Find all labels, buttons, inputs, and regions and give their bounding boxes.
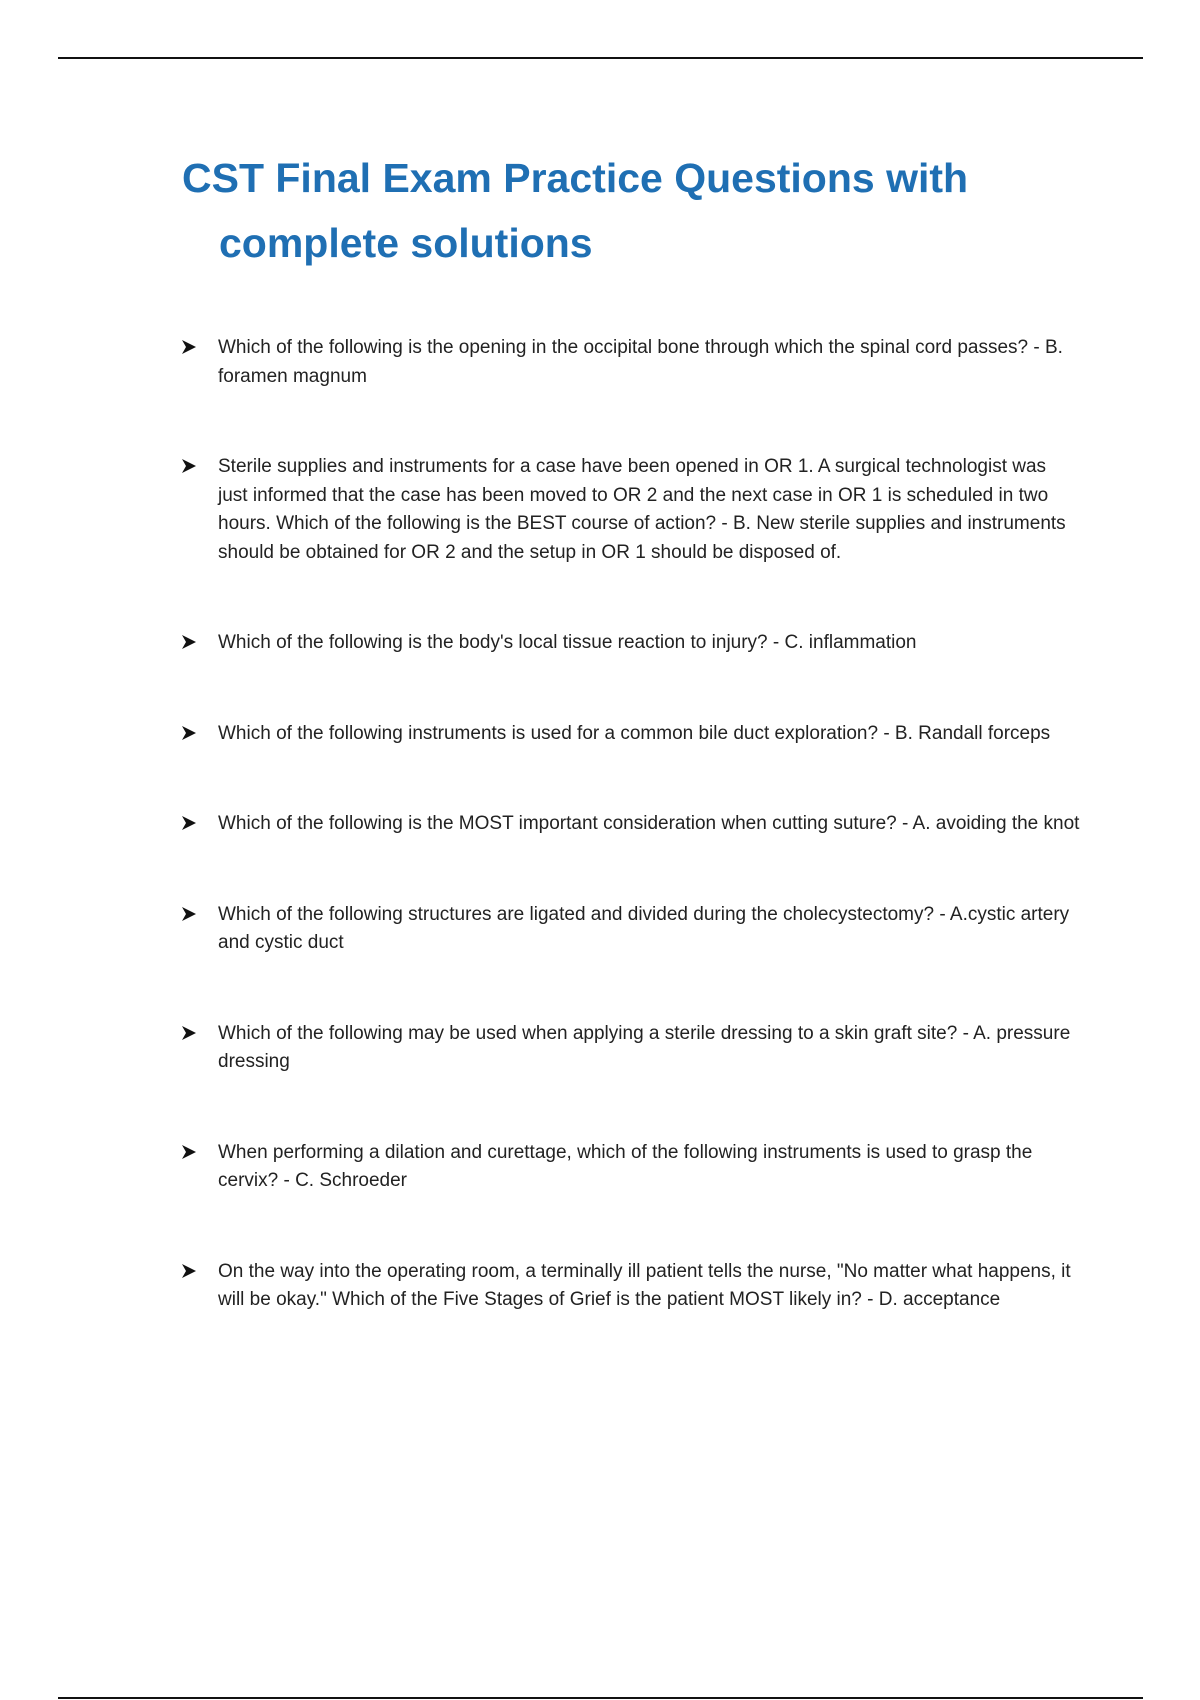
arrow-bullet-icon [180, 457, 198, 475]
question-text: Which of the following is the opening in the occipital bone through which the spinal cord passes? - B. foramen magnum [218, 337, 1063, 387]
footer-rule [58, 1697, 1143, 1699]
arrow-bullet-icon [180, 1024, 198, 1042]
arrow-bullet-icon [180, 724, 198, 742]
question-item [180, 629, 1080, 658]
question-item [180, 810, 1080, 839]
arrow-bullet-icon [180, 633, 198, 651]
question-text: Sterile supplies and instruments for a case have been opened in OR 1. A surgical technologist was just informed that the case has been moved to OR 2 and the next case in OR 1 is scheduled in two hours. Which of the following is the BEST course of action? - B. New sterile supplies and instruments should be obtained for OR 2 and the setup in OR 1 should be disposed of. [218, 456, 1066, 563]
question-text: Which of the following instruments is used for a common bile duct exploration? - B. Randall forceps [218, 722, 1051, 744]
header-rule [58, 57, 1143, 59]
question-text: Which of the following is the body's local tissue reaction to injury? - C. inflammation [218, 632, 917, 653]
question-item [180, 453, 1080, 567]
arrow-bullet-icon [180, 1143, 198, 1161]
question-text: Which of the following may be used when applying a sterile dressing to a skin graft site? - A. pressure dressing [218, 1022, 1071, 1072]
question-item [180, 901, 1080, 958]
document-title: CST Final Exam Practice Questions with complete solutions [182, 155, 969, 266]
question-item [180, 1139, 1080, 1196]
arrow-bullet-icon [180, 905, 198, 923]
question-text: Which of the following is the MOST important consideration when cutting suture? - A. avoiding the knot [218, 813, 1080, 834]
question-text: On the way into the operating room, a terminally ill patient tells the nurse, "No matter what happens, it will be okay." Which of the Five Stages of Grief is the patient MOST likely in? - D. acceptance [218, 1260, 1071, 1310]
question-item [180, 720, 1080, 749]
question-text: When performing a dilation and curettage, which of the following instruments is used to grasp the cervix? - C. Schroeder [218, 1141, 1033, 1191]
question-item [180, 1258, 1080, 1315]
question-item [180, 334, 1080, 391]
question-item [180, 1020, 1080, 1077]
question-text: Which of the following structures are ligated and divided during the cholecystectomy? - A.cystic artery and cystic duct [218, 903, 1070, 953]
arrow-bullet-icon [180, 814, 198, 832]
question-list [180, 334, 1080, 1315]
arrow-bullet-icon [180, 1262, 198, 1280]
arrow-bullet-icon [180, 338, 198, 356]
